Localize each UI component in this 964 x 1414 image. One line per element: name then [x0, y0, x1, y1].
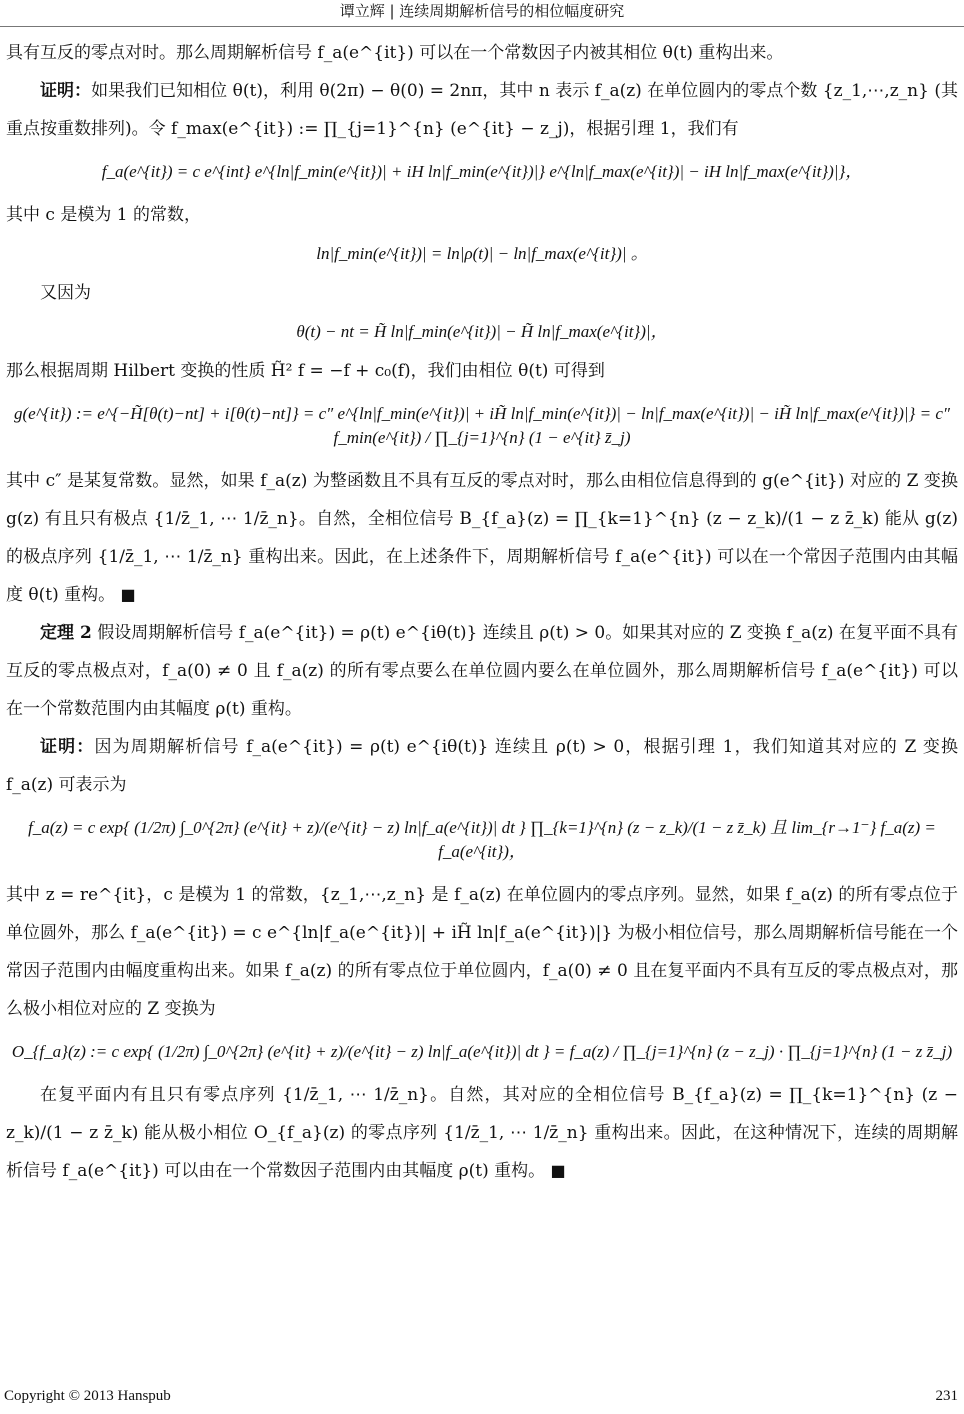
equation-2: ln|f_min(e^{it})| = ln|ρ(t)| − ln|f_max(e^{it})| 。 [316, 244, 648, 263]
page-number: 231 [935, 1388, 958, 1404]
theorem-text: 假设周期解析信号 f_a(e^{it}) = ρ(t) e^{iθ(t)} 连续且 ρ(t) > 0。如果其对应的 Z 变换 f_a(z) 在复平面不具有互反的零点极点对，f_a(0) ≠ 0 且 f_a(z) 的所有零点要么在单位圆内要么在单位圆外，那么周期解析信号 f_a(e^{it}) 可以在一个常数范围内由其幅度 ρ(t) 重构。 [6, 623, 958, 719]
paragraph-5: 那么根据周期 Hilbert 变换的性质 H̃² f = −f + c₀(f)，我们由相位 θ(t) 可得到 [6, 361, 605, 381]
paragraph-6 [0, 462, 964, 614]
proof-1-text: 如果我们已知相位 θ(t)，利用 θ(2π) − θ(0) = 2nπ，其中 n 表示 f_a(z) 在单位圆内的零点个数 {z_1,⋯,z_n} (其重点按重数排列)。令 f_max(e^{it}) := ∏_{j=1}^{n} (e^{it} − z_j)，根据引理 1，我们有 [6, 81, 958, 139]
running-header [0, 0, 964, 27]
proof-2-text: 因为周期解析信号 f_a(e^{it}) = ρ(t) e^{iθ(t)} 连续且 ρ(t) > 0，根据引理 1，我们知道其对应的 Z 变换 f_a(z) 可表示为 [6, 737, 958, 795]
qed-mark: ■ [120, 585, 136, 604]
qed-mark: ■ [550, 1161, 566, 1180]
paragraph-4: 又因为 [40, 283, 91, 303]
page-body [0, 34, 964, 1190]
copyright-text: Copyright © 2013 Hanspub [4, 1388, 171, 1404]
proof-label: 证明： [40, 81, 92, 101]
theorem-2 [0, 614, 964, 728]
page-footer [0, 1388, 964, 1410]
equation-6: O_{f_a}(z) := c exp{ (1/2π) ∫_0^{2π} (e^{it} + z)/(e^{it} − z) ln|f_a(e^{it})| dt } = f_a(z) / ∏_{j=1}^{n} (z − z_j) · ∏_{j=1}^{n} (1 − z z̄_j) [11, 1042, 953, 1061]
proof-1-paragraph [0, 72, 964, 148]
theorem-label: 定理 2 [40, 623, 92, 643]
paragraph-8-text: 在复平面内有且只有零点序列 {1/z̄_1, ⋯ 1/z̄_n}。自然，其对应的全相位信号 B_{f_a}(z) = ∏_{k=1}^{n} (z − z_k)/(1 − z z̄_k) 能从极小相位 O_{f_a}(z) 的零点序列 {1/z̄_1, ⋯ 1/z̄_n} 重构出来。因此，在这种情况下，连续的周期解析信号 f_a(e^{it}) 可以由在一个常数因子范围内由其幅度 ρ(t) 重构。 [6, 1085, 958, 1181]
proof-label: 证明： [40, 737, 95, 757]
paragraph-7: 其中 z = re^{it}，c 是模为 1 的常数，{z_1,⋯,z_n} 是 f_a(z) 在单位圆内的零点序列。显然，如果 f_a(z) 的所有零点位于单位圆外，那么 f_a(e^{it}) = c e^{ln|f_a(e^{it})| + iH̃ ln|f_a(e^{it})|} 为极小相位信号，那么周期解析信号能在一个常因子范围内由幅度重构出来。如果 f_a(z) 的所有零点位于单位圆内，f_a(0) ≠ 0 且在复平面内不具有互反的零点极点对，那么极小相位对应的 Z 变换为 [6, 885, 958, 1019]
proof-2-paragraph [0, 728, 964, 804]
equation-4: g(e^{it}) := e^{−H̃[θ(t)−nt] + i[θ(t)−nt]} = c″ e^{ln|f_min(e^{it})| + iH̃ ln|f_min(e^{it})| − ln|f_max(e^{it})| − iH̃ ln|f_max(e^{it})|} = c″ f_min(e^{it}) / ∏_{j=1}^{n} (1 − e^{it} z̄_j) [14, 404, 950, 447]
equation-5: f_a(z) = c exp{ (1/2π) ∫_0^{2π} (e^{it} + z)/(e^{it} − z) ln|f_a(e^{it})| dt } ∏_{k=1}^{n} (z − z_k)/(1 − z z̄_k) 且 lim_{r→1⁻} f_a(z) = f_a(e^{it})， [28, 818, 936, 861]
running-title: 谭立辉 | 连续周期解析信号的相位幅度研究 [339, 2, 625, 20]
paragraph-8 [0, 1076, 964, 1190]
equation-1: f_a(e^{it}) = c e^{int} e^{ln|f_min(e^{it})| + iH ln|f_min(e^{it})|} e^{ln|f_max(e^{it})| − iH ln|f_max(e^{it})|}， [101, 162, 863, 181]
paragraph-3: 其中 c 是模为 1 的常数， [6, 205, 201, 225]
equation-3: θ(t) − nt = H̃ ln|f_min(e^{it})| − H̃ ln|f_max(e^{it})|， [296, 322, 668, 341]
paragraph-6-text: 其中 c″ 是某复常数。显然，如果 f_a(z) 为整函数且不具有互反的零点对时，那么由相位信息得到的 g(e^{it}) 对应的 Z 变换 g(z) 有且只有极点 {1/z̄_1, ⋯ 1/z̄_n}。自然，全相位信号 B_{f_a}(z) = ∏_{k=1}^{n} (z − z_k)/(1 − z z̄_k) 能从 g(z) 的极点序列 {1/z̄_1, ⋯ 1/z̄_n} 重构出来。因此，在上述条件下，周期解析信号 f_a(e^{it}) 可以在一个常因子范围内由其幅度 θ(t) 重构。 [6, 471, 958, 605]
paragraph-1: 具有互反的零点对时。那么周期解析信号 f_a(e^{it}) 可以在一个常数因子内被其相位 θ(t) 重构出来。 [6, 43, 784, 63]
